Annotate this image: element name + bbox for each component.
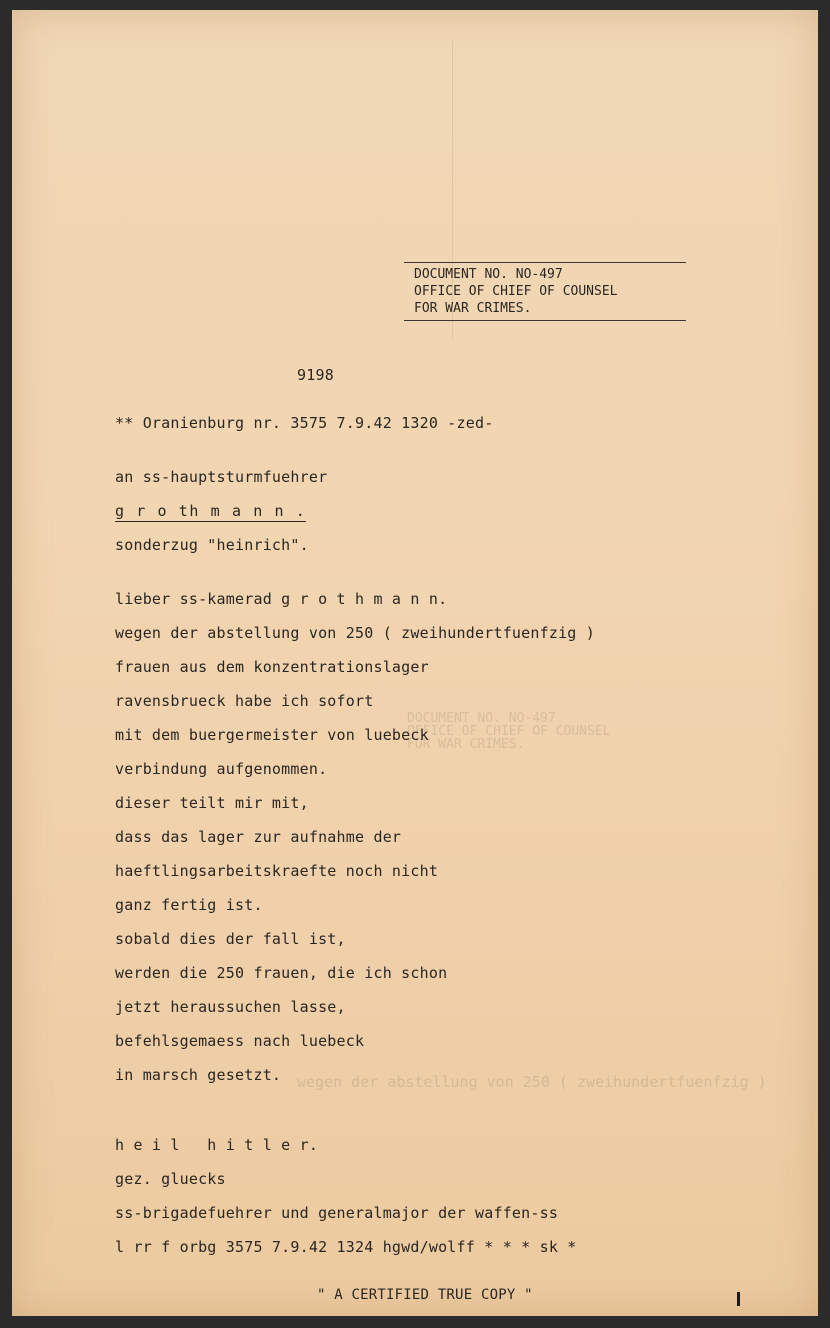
signature-line: gez. gluecks	[115, 1170, 226, 1188]
office-line: OFFICE OF CHIEF OF COUNSEL	[414, 284, 618, 299]
telex-header: ** Oranienburg nr. 3575 7.9.42 1320 -zed-	[115, 414, 494, 432]
document-page	[12, 10, 818, 1316]
body-line: haeftlingsarbeitskraefte noch nicht	[115, 862, 439, 880]
recipient-name: g r o th m a n n .	[115, 502, 307, 520]
body-line: ganz fertig ist.	[115, 896, 263, 914]
telex-routing: l rr f orbg 3575 7.9.42 1324 hgwd/wolff * * * sk *	[115, 1238, 577, 1256]
body-line: jetzt heraussuchen lasse,	[115, 998, 346, 1016]
closing-salute: h e i l h i t l e r.	[115, 1136, 319, 1154]
body-line: dieser teilt mir mit,	[115, 794, 309, 812]
body-line: sobald dies der fall ist,	[115, 930, 346, 948]
recipient-rank: an ss-hauptsturmfuehrer	[115, 468, 328, 486]
body-line: befehlsgemaess nach luebeck	[115, 1032, 365, 1050]
document-stamp-header	[404, 262, 686, 321]
body-line: frauen aus dem konzentrationslager	[115, 658, 429, 676]
body-line: lieber ss-kamerad g r o t h m a n n.	[115, 590, 448, 608]
body-line: werden die 250 frauen, die ich schon	[115, 964, 448, 982]
body-line: wegen der abstellung von 250 ( zweihundertfuenfzig )	[115, 624, 595, 642]
body-line: in marsch gesetzt.	[115, 1066, 282, 1084]
recipient-train: sonderzug "heinrich".	[115, 536, 309, 554]
bleed-through-body: wegen der abstellung von 250 ( zweihundertfuenfzig )	[297, 1073, 767, 1091]
body-line: mit dem buergermeister von luebeck	[115, 726, 429, 744]
body-line: ravensbrueck habe ich sofort	[115, 692, 374, 710]
war-crimes-line: FOR WAR CRIMES.	[414, 301, 532, 316]
certification-line: " A CERTIFIED TRUE COPY "	[317, 1287, 533, 1303]
bleed-through-header: DOCUMENT NO. NO-497 OFFICE OF CHIEF OF COUNSEL FOR WAR CRIMES.	[407, 711, 611, 752]
ink-mark	[737, 1292, 740, 1306]
signatory-title: ss-brigadefuehrer und generalmajor der waffen-ss	[115, 1204, 559, 1222]
document-number-line: DOCUMENT NO. NO-497	[414, 267, 563, 282]
archive-number: 9198	[297, 366, 334, 384]
body-line: dass das lager zur aufnahme der	[115, 828, 402, 846]
body-line: verbindung aufgenommen.	[115, 760, 328, 778]
